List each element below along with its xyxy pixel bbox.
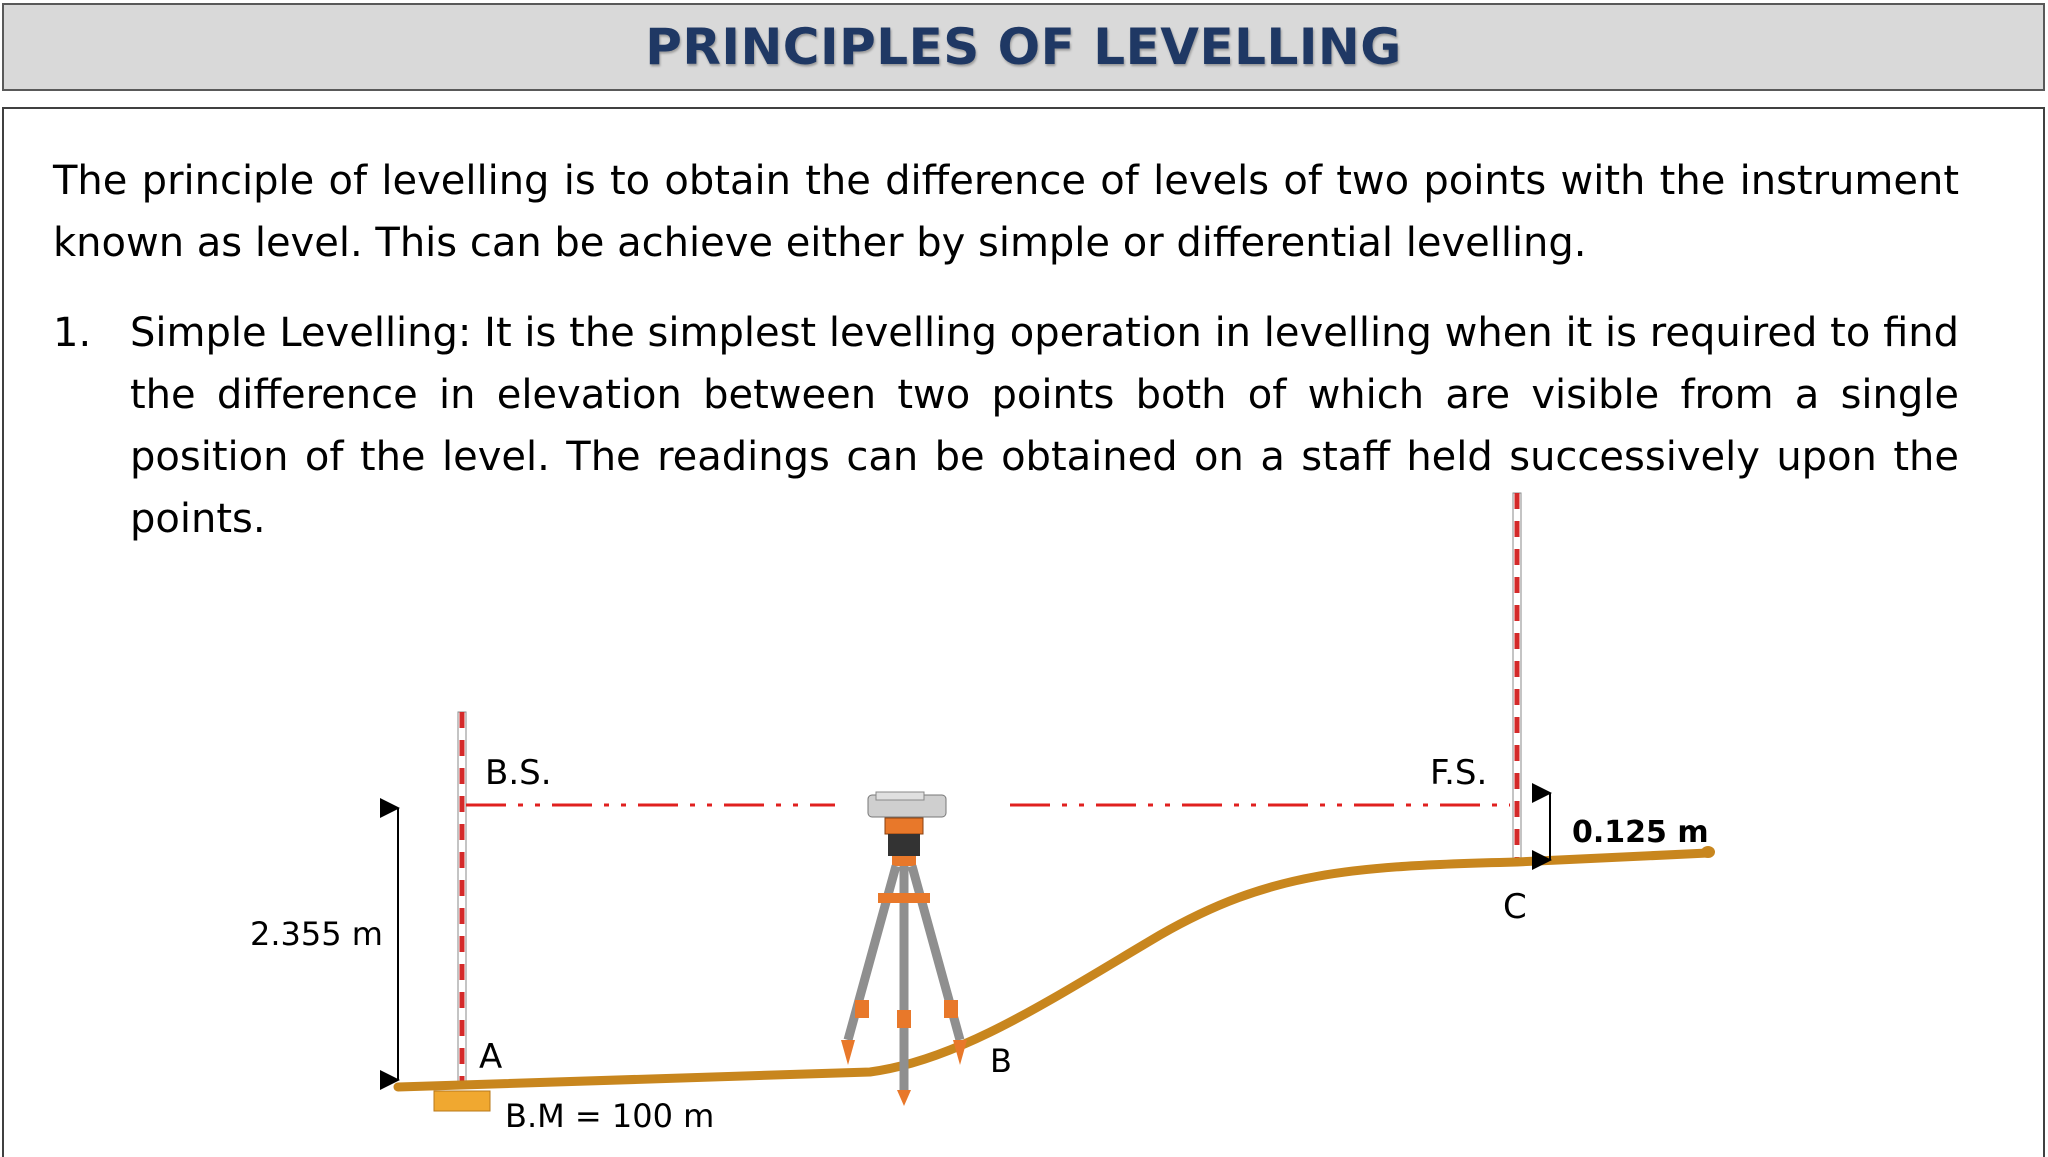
intro-paragraph: The principle of levelling is to obtain the difference of levels of two points with the instrument known as level. This can be achieve either by simple or differential levelling. bbox=[53, 158, 1959, 266]
page-title: PRINCIPLES OF LEVELLING bbox=[645, 18, 1402, 76]
level-instrument-icon bbox=[841, 792, 967, 1106]
staff-c bbox=[1513, 493, 1521, 863]
benchmark-label: B.M = 100 m bbox=[505, 1097, 715, 1135]
point-b-label: B bbox=[990, 1042, 1012, 1080]
point-a-label: A bbox=[479, 1037, 503, 1077]
height-a-label: 2.355 m bbox=[250, 915, 383, 953]
benchmark-block bbox=[434, 1091, 490, 1111]
list-number: 1. bbox=[53, 310, 92, 356]
point-c-label: C bbox=[1503, 887, 1527, 927]
staff-a bbox=[458, 712, 466, 1084]
foresight-label: F.S. bbox=[1430, 753, 1488, 793]
backsight-label: B.S. bbox=[485, 753, 552, 793]
reading-c-label: 0.125 m bbox=[1572, 815, 1709, 850]
list-item-text: Simple Levelling: It is the simplest levelling operation in levelling when it is required to find the difference in elevation between two points both of which are visible from a single position of the level. The readings can be obtained on a staff held successively upon the points. bbox=[130, 310, 1959, 542]
